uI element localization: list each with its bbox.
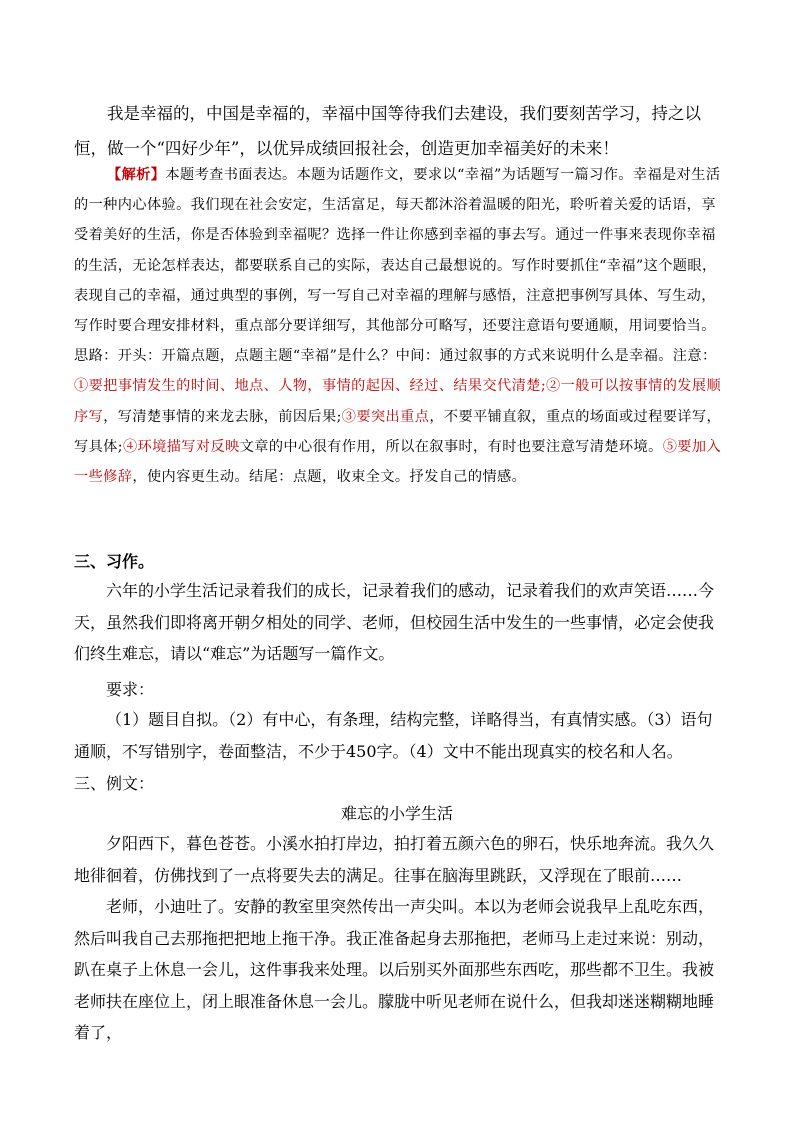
requirements-label: 要求： [106, 680, 155, 699]
section-heading-writing: 三、习作。 [74, 552, 155, 571]
analysis-tag: 【解析】 [107, 167, 166, 183]
analysis-text-e: 文章的中心很有作用，所以在叙事时，有时也要注意写清楚环境。 [239, 438, 663, 455]
analysis-text-a: 本题考查书面表达。本题为话题作文，要求以“幸福”为话题写一篇习作。幸福是对生活的一种内心体验。我们现在社会安定，生活富足，每天都沐浴着温暖的阳光，聆听着关爱的话语，享受着美好的生活，你是否体验到幸福呢？选择一件让你感到幸福的事去写。通过一件事来表现你幸福的生活，无论怎样表达，都要联系自己的实际，表达自己最想说的。写作时要抓住“幸福”这个题眼，表现自己的幸福，通过典型的事例，写一写自己对幸福的理解与感悟，注意把事例写具体、写生动，写作时要合理安排材料，重点部分要详细写，其他部分可略写，还要注意语句要通顺，用词要恰当。思路：开头：开篇点题，点题主题“幸福”是什么？中间：通过叙事的方式来说明什么是幸福。注意： [74, 167, 721, 365]
essay-paragraph-1: 夕阳西下，暮色苍苍。小溪水拍打岸边，拍打着五颜六色的卵石，快乐地奔流。我久久地徘徊着，仿佛找到了一点将要失去的满足。往事在脑海里跳跃，又浮现在了眼前…… [74, 834, 715, 885]
analysis-point-2: ②一般可以按事情的发展顺序写 [74, 378, 722, 425]
analysis-paragraph [74, 160, 724, 492]
analysis-point-5: ⑤要加入一些修辞 [74, 438, 722, 486]
analysis-text-c: ，写清楚事情的来龙去脉，前因后果; [103, 408, 342, 425]
analysis-text-f: ，使内容更生动。结尾：点题，收束全文。抒发自己的情感。 [132, 469, 527, 486]
analysis-point-3: ③要突出重点 [341, 408, 430, 425]
requirements-text: （1）题目自拟。（2）有中心，有条理，结构完整，详略得当，有真情实感。（3）语句通顺，不写错别字，卷面整洁，不少于450字。（4）文中不能出现真实的校名和人名。 [74, 710, 713, 761]
analysis-point-4: ④环境描写对反映 [122, 438, 240, 455]
section-heading-example: 三、例文： [74, 774, 155, 793]
analysis-point-1: ①要把事情发生的时间、地点、人物， [74, 378, 322, 395]
closing-paragraph: 我是幸福的，中国是幸福的，幸福中国等待我们去建设，我们要刻苦学习，持之以恒，做一个“四好少年”，以优异成绩回报社会，创造更加幸福美好的未来！ [74, 104, 701, 158]
analysis-text-b: 事情的起因、经过、结果交代清楚; [322, 378, 546, 395]
essay-paragraph-2: 老师，小迪吐了。安静的教室里突然传出一声尖叫。本以为老师会说我早上乱吃东西，然后叫我自己去那拖把把地上拖干净。我正准备起身去那拖把，老师马上走过来说：别动，趴在桌子上休息一会儿，这件事我来处理。以后别买外面那些东西吃，那些都不卫生。我被老师扶在座位上，闭上眼准备休息一会儿。朦胧中听见老师在说什么，但我却迷迷糊糊地睡着了， [74, 897, 715, 1042]
writing-prompt: 六年的小学生活记录着我们的成长，记录着我们的感动，记录着我们的欢声笑语……今天，虽然我们即将离开朝夕相处的同学、老师，但校园生活中发生的一些事情，必定会使我们终生难忘，请以“难忘”为话题写一篇作文。 [74, 581, 715, 663]
essay-title: 难忘的小学生活 [340, 804, 453, 823]
analysis-text-d: ，不要平铺直叙，重点的场面或过程要详写，写具体; [74, 408, 722, 455]
